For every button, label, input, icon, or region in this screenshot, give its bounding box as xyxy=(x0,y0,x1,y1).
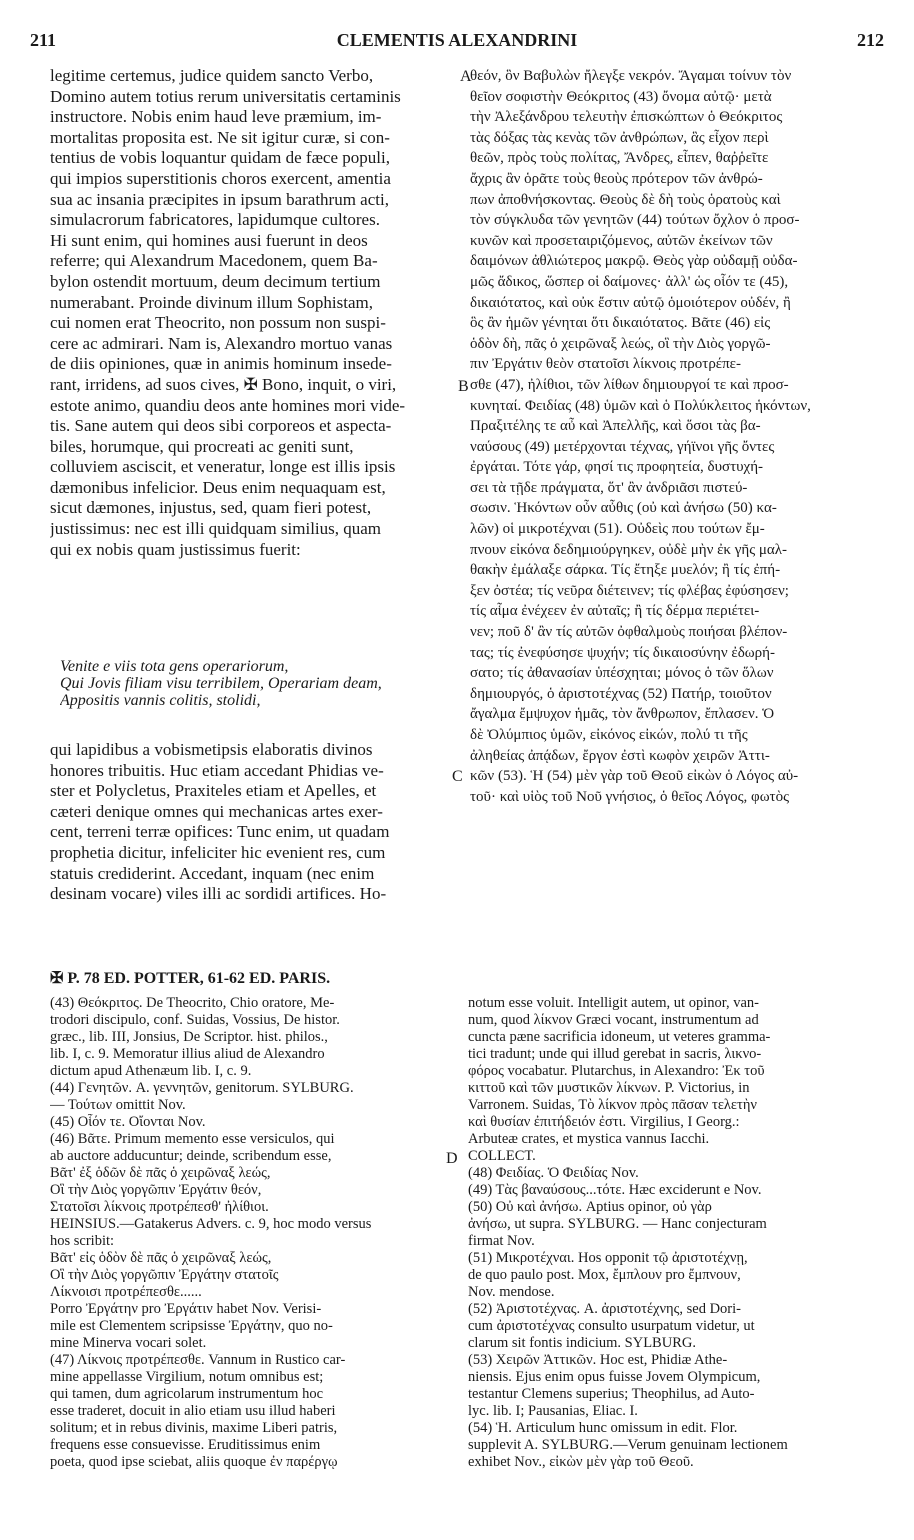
greek-text-line: ὁδὸν δὴ, πᾶς ὁ χειρῶναξ λεώς, οἳ τὴν Διὸς γοργῶ- xyxy=(470,335,771,352)
latin-text-line: referre; qui Alexandrum Macedonem, quem Ba- xyxy=(50,251,378,271)
latin-text-line: cent, terreni terræ opifices: Tunc enim, ut quadam xyxy=(50,822,390,842)
footnote-line: — Τούτων omittit Nov. xyxy=(50,1097,186,1113)
footnote-line: Βᾶτ' εἰς ὁδὸν δὲ πᾶς ὁ χειρῶναξ λεώς, xyxy=(50,1250,272,1266)
greek-text-line: δὲ Ὀλύμπιος ὑμῶν, εἰκόνος εἰκών, πολύ τι τῆς xyxy=(470,727,748,743)
latin-text-line: tentius de vobis loquantur quidam de fæce populi, xyxy=(50,148,390,168)
footnote-line: (50) Οὐ καὶ ἀνήσω. Aptius opinor, οὐ γὰρ xyxy=(468,1199,712,1215)
footnote-line: κιττοῦ καὶ τῶν μυστικῶν λίκνων. P. Victorius, in xyxy=(468,1080,750,1096)
greek-text-line: ἀληθείας ἀπᾴδων, ἔργον ἐστὶ κωφὸν χειρῶν Ἀττι- xyxy=(470,747,770,764)
latin-text-line: instructore. Nobis enim haud leve præmium, im- xyxy=(50,107,382,127)
greek-column xyxy=(470,66,880,807)
latin-verse-line: Qui Jovis filiam visu terribilem, Operariam deam, xyxy=(60,675,382,692)
footnotes-left xyxy=(50,995,442,1471)
latin-text-line: sua ac insania præcipites in ipsum barathrum acti, xyxy=(50,189,389,209)
footnote-line: mile est Clementem scripsisse Ἐργάτην, quo no- xyxy=(50,1318,333,1334)
left-page-number: 211 xyxy=(30,30,57,50)
latin-text-line: qui impios superstitionis choros exercent, amentia xyxy=(50,168,391,188)
footnote-line: φόρος vocabatur. Plutarchus, in Alexandro: Ἐκ τοῦ xyxy=(468,1063,765,1079)
footnote-line: Nov. mendose. xyxy=(468,1284,555,1300)
latin-text-line: bylon ostendit mortuum, deum decimum tertium xyxy=(50,271,381,291)
greek-text-line: κῶν (53). Ἡ (54) μὲν γὰρ τοῦ Θεοῦ εἰκὼν ὁ Λόγος αὐ- xyxy=(470,768,799,785)
latin-verse-line: Venite e viis tota gens operariorum, xyxy=(60,658,289,675)
latin-text-line: statuis crediderint. Accedant, inquam (nec enim xyxy=(50,863,375,883)
footnote-line: Στατοῖσι λίκνοις προτρέπεσθ' ἠλίθιοι. xyxy=(50,1199,269,1215)
latin-text-line: cæteri denique omnes qui mechanicas artes exer- xyxy=(50,801,383,821)
footnote-line: lib. I, c. 9. Memoratur illius aliud de Alexandro xyxy=(50,1046,325,1062)
footnote-line: tici tradunt; unde qui illud gerebat in sacris, λικνο- xyxy=(468,1046,762,1062)
footnote-line: lyc. lib. I; Pausanias, Eliac. I. xyxy=(468,1403,638,1419)
footnote-line: Βᾶτ' ἐξ ὁδῶν δὲ πᾶς ὁ χειρῶναξ λεώς, xyxy=(50,1165,271,1181)
footnote-line: (48) Φειδίας. Ὁ Φειδίας Nov. xyxy=(468,1165,639,1181)
latin-text-line: dæmonibus infelicior. Deus enim nequaquam est, xyxy=(50,477,386,497)
footnote-line: clarum sit fontis indicium. SYLBURG. xyxy=(468,1335,696,1351)
greek-text-line: τίς αἷμα ἐνέχεεν ἐν αὐταῖς; ἢ τίς δέρμα περιέτει- xyxy=(470,603,760,620)
latin-text-line: cui nomen erat Theocrito, non possum non suspi- xyxy=(50,313,386,333)
greek-text-line: δαιμόνων ἀθλιώτερος μακρῷ. Θεὸς γὰρ οὐδαμῇ οὐδα- xyxy=(470,253,798,270)
greek-text-line: θεόν, ὃν Βαβυλὼν ἤλεγξε νεκρόν. Ἄγαμαι τοίνυν τὸν xyxy=(470,68,792,84)
footnote-line: poeta, quod ipse sciebat, aliis quoque ἐν παρέργῳ xyxy=(50,1454,338,1470)
greek-text-line: δημιουργός, ὁ ἀριστοτέχνας (52) Πατήρ, τοιοῦτον xyxy=(470,685,772,702)
footnote-line: græc., lib. III, Jonsius, De Scriptor. hist. philos., xyxy=(50,1029,328,1045)
footnote-line: cum ἀριστοτέχνας consulto usurpatum videtur, ut xyxy=(468,1318,755,1334)
footnote-line: HEINSIUS.—Gatakerus Advers. c. 9, hoc modo versus xyxy=(50,1216,372,1232)
footnote-line: (52) Ἀριστοτέχνας. A. ἀριστοτέχνης, sed Dori- xyxy=(468,1301,741,1317)
latin-column-lower xyxy=(50,740,458,905)
footnote-line: trodori discipulo, conf. Suidas, Vossius, De histor. xyxy=(50,1012,340,1028)
greek-text-line: τὰς δόξας τὰς κενὰς τῶν ἀνθρώπων, ἃς εἶχον περὶ xyxy=(470,129,769,146)
footnote-line: Οἳ τὴν Διὸς γοργῶπιν Ἐργάτιν θεόν, xyxy=(50,1182,262,1198)
latin-text-line: desinam vocare) viles illi ac sordidi artifices. Ho- xyxy=(50,884,387,904)
latin-text-line: mortalitas proposita est. Ne sit igitur curæ, si con- xyxy=(50,127,390,147)
footnote-line: firmat Nov. xyxy=(468,1233,535,1249)
greek-text-line: θακὴν ἐμάλαξε σάρκα. Τίς ἔτηξε μυελόν; ἢ τίς ἐπή- xyxy=(470,562,781,579)
margin-letter-b: B xyxy=(458,378,469,395)
footnote-line: (47) Λίκνοις προτρέπεσθε. Vannum in Rustico car- xyxy=(50,1352,346,1368)
footnote-line: (43) Θεόκριτος. De Theocrito, Chio oratore, Me- xyxy=(50,995,335,1011)
latin-text-line: Hi sunt enim, qui homines ausi fuerunt in deos xyxy=(50,230,368,250)
footnote-line: (44) Γενητῶν. A. γεννητῶν, genitorum. SYLBURG. xyxy=(50,1080,354,1096)
footnote-line: καὶ θυσίαν ἐπιτήδειόν ἐστι. Virgilius, I Georg.: xyxy=(468,1114,740,1130)
footnote-line: de quo paulo post. Mox, ἔμπλουν pro ἔμπνουν, xyxy=(468,1267,741,1283)
footnote-line: (54) Ἡ. Articulum hunc omissum in edit. Flor. xyxy=(468,1420,738,1436)
footnote-line: mine Minerva vocari solet. xyxy=(50,1335,207,1351)
latin-text-line: qui ex nobis quam justissimus fuerit: xyxy=(50,539,301,559)
footnotes-right xyxy=(468,995,880,1471)
greek-text-line: τὸν σύγκλυδα τῶν γενητῶν (44) τούτων ὄχλον ὁ προσ- xyxy=(470,212,800,229)
footnote-line: Porro Ἐργάτην pro Ἐργάτιν habet Nov. Verisi- xyxy=(50,1301,322,1317)
latin-text-line: biles, horumque, qui procreati ac geniti sunt, xyxy=(50,436,354,456)
greek-text-line: σωσιν. Ἡκόντων οὖν αὖθις (οὐ καὶ ἀνήσω (50) κα- xyxy=(470,500,777,517)
latin-text-line: legitime certemus, judice quidem sancto Verbo, xyxy=(50,66,374,85)
greek-text-line: πιν Ἐργάτιν θεὸν στατοῖσι λίκνοις προτρέπε- xyxy=(470,356,741,373)
latin-text-line: sicut dæmones, injustus, sed, quam fieri potest, xyxy=(50,498,372,518)
latin-text-line: colluviem asciscit, et veneratur, longe est illis ipsis xyxy=(50,457,396,477)
greek-text-line: σθε (47), ἠλίθιοι, τῶν λίθων δημιουργοί τε καὶ προσ- xyxy=(470,376,789,393)
greek-text-line: Πραξιτέλης τε αὖ καὶ Ἀπελλῆς, καὶ ὅσοι τὰς βα- xyxy=(470,418,761,435)
footnote-line: ab auctore adducuntur; deinde, scribendum esse, xyxy=(50,1148,332,1164)
footnote-line: COLLECT. xyxy=(468,1148,536,1164)
latin-column-upper xyxy=(50,66,458,560)
greek-text-line: λῶν) οἱ μικροτέχναι (51). Οὐδεὶς που τούτων ἔμ- xyxy=(470,521,765,538)
footnote-line: num, quod λίκνον Græci vocant, instrumentum ad xyxy=(468,1012,759,1028)
footnote-line: mine appellasse Virgilium, notum omnibus est; xyxy=(50,1369,324,1385)
greek-text-line: μῶς ἄδικος, ὥσπερ οἱ δαίμονες· ἀλλ' ὡς οἷόν τε (45), xyxy=(470,273,789,290)
footnote-line: cuncta pæne sacrificia idoneum, ut veteres gramma- xyxy=(468,1029,771,1045)
latin-text-line: justissimus: nec est illi quidquam similius, quam xyxy=(50,519,382,539)
greek-text-line: τοῦ· καὶ υἱὸς τοῦ Νοῦ γνήσιος, ὁ θεῖος Λόγος, φωτὸς xyxy=(470,788,790,805)
footnote-line: (46) Βᾶτε. Primum memento esse versiculos, qui xyxy=(50,1131,335,1147)
latin-text-line: ster et Polycletus, Praxiteles etiam et Apelles, et xyxy=(50,781,377,801)
greek-text-line: τὴν Ἀλεξάνδρου τελευτὴν ἐπισκώπτων ὁ Θεόκριτος xyxy=(470,109,783,126)
margin-letter-d: D xyxy=(446,1150,458,1167)
latin-text-line: rant, irridens, ad suos cives, ✠ Bono, inquit, o viri, xyxy=(50,374,397,394)
greek-text-line: θεῶν, πρὸς τοὺς πολίτας, Ἄνδρες, εἶπεν, θαῤῥεῖτε xyxy=(470,150,769,167)
latin-text-line: prophetia dicitur, infeliciter hic evenient res, cum xyxy=(50,842,386,862)
latin-text-line: de diis opiniones, quæ in animis hominum insede- xyxy=(50,354,392,374)
right-page-number: 212 xyxy=(857,30,884,50)
footnote-line: hos scribit: xyxy=(50,1233,115,1249)
latin-text-line: Domino autem totius rerum universitatis certaminis xyxy=(50,86,401,106)
greek-text-line: πνουν εἰκόνα δεδημιούργηκεν, οὐδὲ μὴν ἐκ γῆς μαλ- xyxy=(470,541,788,558)
edition-imprint: ✠ P. 78 ED. POTTER, 61-62 ED. PARIS. xyxy=(50,970,331,987)
greek-text-line: θεῖον σοφιστὴν Θεόκριτος (43) ὄνομα αὐτῷ· μετὰ xyxy=(470,88,772,105)
footnote-line: ἀνήσω, ut supra. SYLBURG. — Hanc conjecturam xyxy=(468,1216,767,1232)
greek-text-line: τας; τίς ἐνεφύσησε ψυχήν; τίς δικαιοσύνην ἐδωρή- xyxy=(470,644,775,661)
greek-text-line: ὃς ἂν ἡμῶν γένηται ὅτι δικαιότατος. Βᾶτε (46) εἰς xyxy=(470,315,771,332)
footnote-line: testantur Clemens superius; Theophilus, ad Auto- xyxy=(468,1386,755,1402)
greek-text-line: ἄχρις ἂν ὁρᾶτε τοὺς θεοὺς πρότερον τῶν ἀνθρώ- xyxy=(470,170,763,187)
footnote-line: frequens esse consuevisse. Eruditissimus enim xyxy=(50,1437,321,1453)
latin-text-line: qui lapidibus a vobismetipsis elaboratis divinos xyxy=(50,740,373,759)
footnote-line: niensis. Ejus enim opus fuisse Jovem Olympicum, xyxy=(468,1369,761,1385)
greek-text-line: νεν; ποῦ δ' ἂν τίς αὐτῶν ὀφθαλμοὺς ποιήσαι βλέπον- xyxy=(470,624,788,641)
footnote-line: exhibet Nov., εἰκὼν μὲν γὰρ τοῦ Θεοῦ. xyxy=(468,1454,694,1470)
footnote-line: (49) Τὰς βαναύσους...τότε. Hæc exciderunt e Nov. xyxy=(468,1182,762,1198)
latin-text-line: simulacrorum fabricatores, lapidumque cultores. xyxy=(50,210,380,230)
running-title: CLEMENTIS ALEXANDRINI xyxy=(336,30,578,50)
footnote-line: Λίκνοισι προτρέπεσθε...... xyxy=(50,1284,202,1300)
latin-verse xyxy=(60,658,458,709)
running-head xyxy=(30,30,884,56)
footnote-line: Varronem. Suidas, Τὸ λίκνον πρὸς πᾶσαν τελετὴν xyxy=(468,1097,757,1113)
latin-verse-line: Appositis vannis colitis, stolidi, xyxy=(60,692,261,709)
footnote-line: solitum; et in rebus divinis, maxime Liberi patris, xyxy=(50,1420,338,1436)
greek-text-line: ναύσους (49) μετέρχονται τέχνας, γήϊνοι γῆς ὄντες xyxy=(470,438,775,455)
footnote-line: (51) Μικροτέχναι. Hos opponit τῷ ἀριστοτέχνῃ, xyxy=(468,1250,748,1266)
latin-text-line: cere ac admirari. Nam is, Alexandro mortuo vanas xyxy=(50,333,393,353)
greek-text-line: σει τὰ τῇδε πράγματα, ὅτ' ἂν ἀνδριᾶσι πιστεύ- xyxy=(470,479,748,496)
footnote-line: (53) Χειρῶν Ἀττικῶν. Hoc est, Phidiæ Athe- xyxy=(468,1352,728,1368)
greek-text-line: ἐργάται. Τότε γάρ, φησί τις προφητεία, δυστυχή- xyxy=(470,459,764,476)
footnote-line: Οἳ τὴν Διὸς γοργῶπιν Ἐργάτην στατοῖς xyxy=(50,1267,279,1283)
footnote-line: esse traderet, docuit in alio etiam usu illud haberi xyxy=(50,1403,336,1419)
greek-text-line: ξεν ὀστέα; τίς νεῦρα διέτεινεν; τίς φλέβας ἐφύσησεν; xyxy=(470,582,789,599)
greek-text-line: κυνῶν καὶ προσεταιριζόμενος, αὐτῶν ἐκείνων τῶν xyxy=(470,232,773,249)
latin-text-line: numerabant. Proinde divinum illum Sophistam, xyxy=(50,292,373,312)
footnote-line: (45) Οἷόν τε. Οἴονται Nov. xyxy=(50,1114,206,1130)
footnote-line: supplevit A. SYLBURG.—Verum genuinam lectionem xyxy=(468,1437,788,1453)
latin-text-line: honores tribuitis. Huc etiam accedant Phidias ve- xyxy=(50,760,384,780)
greek-text-line: πων ἀποθνήσκοντας. Θεοὺς δὲ δὴ τοὺς ὁρατοὺς καὶ xyxy=(470,191,781,208)
footnote-line: notum esse voluit. Intelligit autem, ut opinor, van- xyxy=(468,995,759,1011)
greek-text-line: ἄγαλμα ἔμψυχον ἡμᾶς, τὸν ἄνθρωπον, ἔπλασεν. Ὁ xyxy=(470,706,775,723)
latin-text-line: estote animo, quandiu deos ante homines mori vide- xyxy=(50,395,406,415)
greek-text-line: σατο; τίς ἀθανασίαν ὑπέσχηται; μόνος ὁ τῶν ὅλων xyxy=(470,665,774,682)
footnote-line: Arbuteæ crates, et mystica vannus Iacchi. xyxy=(468,1131,710,1147)
greek-text-line: δικαιότατος, καὶ οὐκ ἔστιν αὐτῷ ὁμοιότερον οὐδέν, ἢ xyxy=(470,294,791,311)
margin-letter-c: C xyxy=(452,768,463,785)
footnote-line: qui tamen, dum agricolarum instrumentum hoc xyxy=(50,1386,324,1402)
latin-text-line: tis. Sane autem qui deos sibi corporeos et aspecta- xyxy=(50,416,392,436)
greek-text-line: κυνηταί. Φειδίας (48) ὑμῶν καὶ ὁ Πολύκλειτος ἡκόντων, xyxy=(470,397,811,414)
margin-letter-a: A xyxy=(460,68,472,85)
footnote-line: dictum apud Athenæum lib. I, c. 9. xyxy=(50,1063,252,1079)
